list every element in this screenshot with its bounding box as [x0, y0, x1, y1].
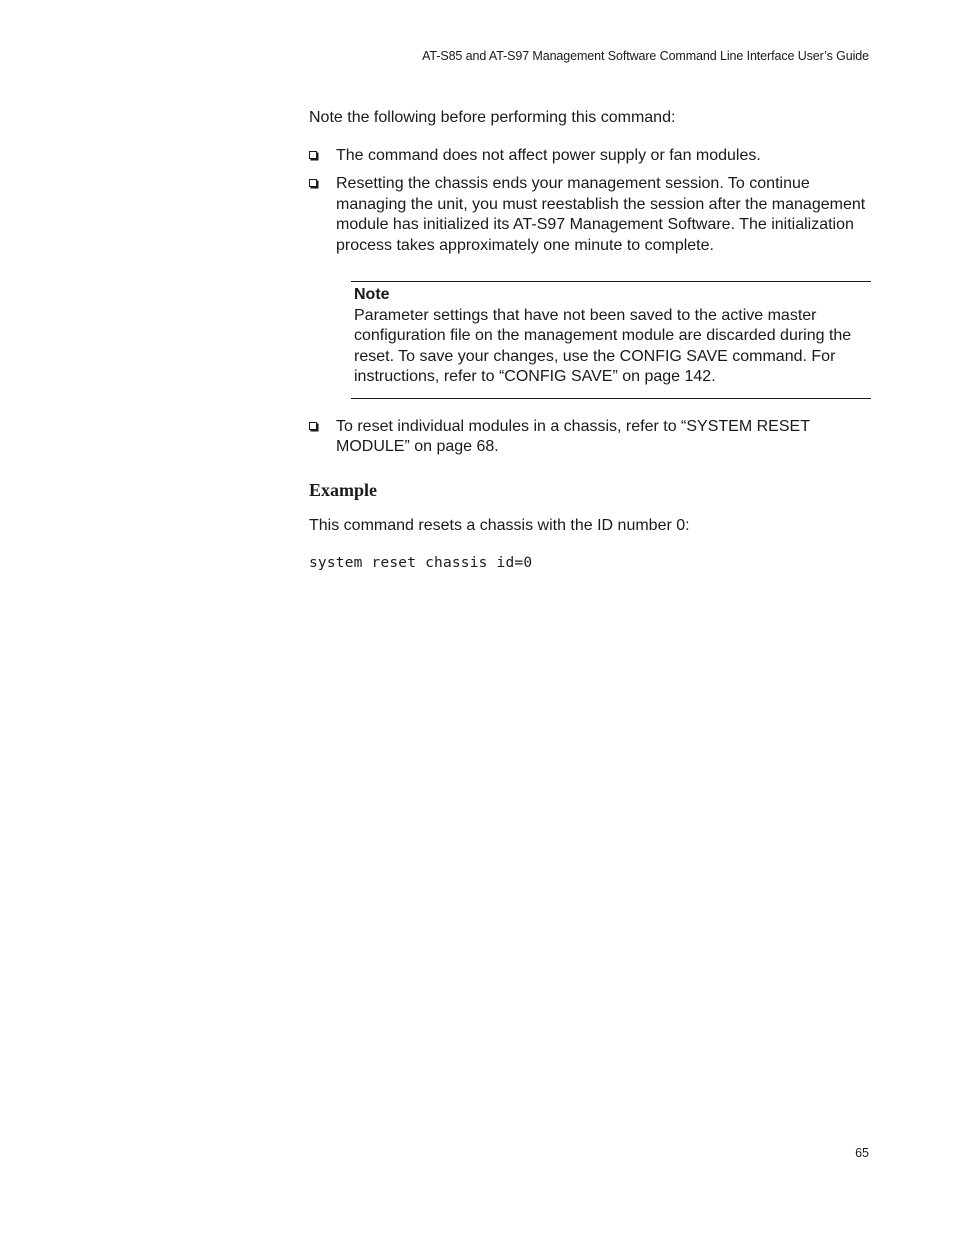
list-item-text: To reset individual modules in a chassis, refer to “SYSTEM RESET MODULE” on page 68.	[336, 417, 810, 455]
list-item	[309, 417, 871, 458]
list-item	[309, 146, 871, 167]
running-header: AT-S85 and AT-S97 Management Software Command Line Interface User’s Guide	[422, 49, 869, 63]
checkbox-bullet-icon	[309, 151, 317, 159]
example-description: This command resets a chassis with the ID number 0:	[309, 517, 690, 534]
note-title: Note	[354, 286, 390, 303]
checkbox-bullet-icon	[309, 422, 317, 430]
section-heading-example: Example	[309, 479, 378, 500]
note-box	[351, 281, 871, 399]
page-content	[309, 108, 871, 573]
checkbox-bullet-icon	[309, 179, 317, 187]
command-example: system reset chassis id=0	[309, 554, 533, 571]
list-item-text: The command does not affect power supply or fan modules.	[336, 146, 761, 164]
note-body: Parameter settings that have not been saved to the active master configuration file on the management module are discarded during the reset. To save your changes, use the CONFIG SAVE command. For instructions, refer to “CONFIG SAVE” on page 142.	[354, 306, 852, 385]
list-item	[309, 174, 871, 256]
page-number: 65	[855, 1146, 869, 1160]
list-item-text: Resetting the chassis ends your management session. To continue managing the unit, you must reestablish the session after the management module has initialized its AT-S97 Management Software. The initialization process takes approximately one minute to complete.	[336, 175, 866, 254]
intro-text: Note the following before performing this command:	[309, 109, 676, 126]
